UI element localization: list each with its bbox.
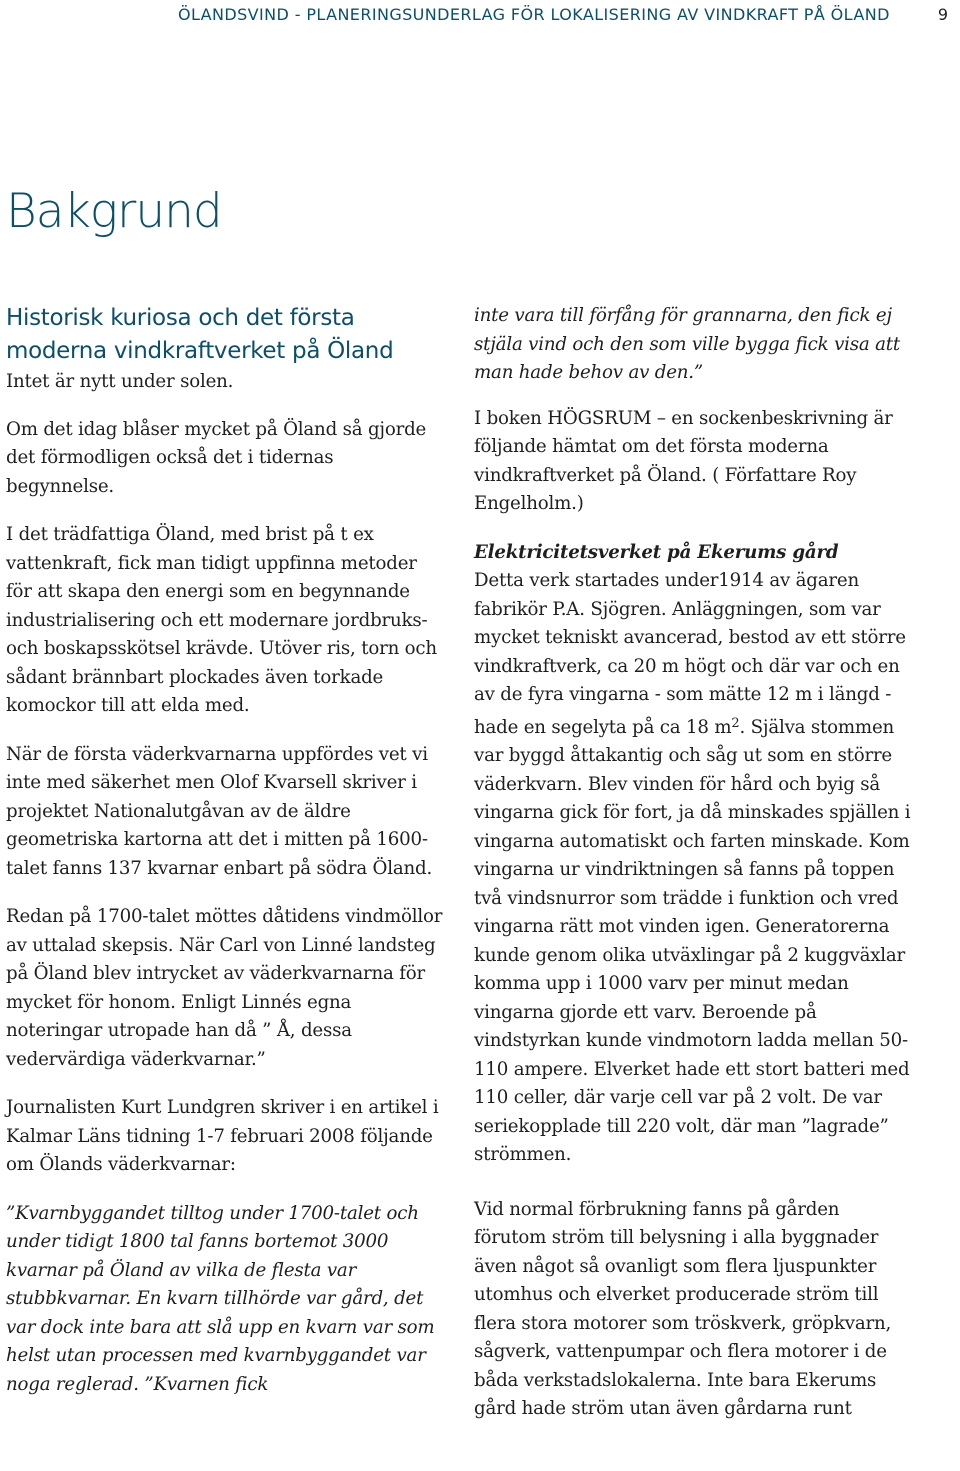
- paragraph: Intet är nytt under solen.: [6, 371, 234, 392]
- paragraph: Vid normal förbrukning fanns på gården förutom ström till belysning i alla byggnader även något så ovanligt som flera ljuspunkter utomhus och elverket producerade ström till flera stora motorer som tröskverk, gröpkvarn, sågverk, vattenpumpar och flera motorer i de båda verkstadslokalerna. Inte bara Ekerums gård hade ström utan även gårdarna runt: [474, 1198, 892, 1419]
- superscript: 2: [731, 715, 740, 731]
- page-number: 9: [937, 5, 948, 24]
- paragraph: Journalisten Kurt Lundgren skriver i en artikel i Kalmar Läns tidning 1-7 februari 2008 följande om Ölands väderkvarnar:: [6, 1097, 439, 1175]
- paragraph: I det trädfattiga Öland, med brist på t ex vattenkraft, fick man tidigt uppfinna metoder för att skapa den energi som en begynnande industrialisering och ett modernare jordbruks- och boskapsskötsel krävde. Utöver ris, torn och sådant brännbart plockades även torkade komockor till att elda med.: [6, 524, 437, 716]
- paragraph: I boken HÖGSRUM – en sockenbeskrivning är följande hämtat om det första moderna vindkraftverket på Öland. ( Författare Roy Engelholm.): [474, 407, 893, 514]
- running-header: ÖLANDSVIND - PLANERINGSUNDERLAG FÖR LOKALISERING AV VINDKRAFT PÅ ÖLAND: [178, 5, 890, 24]
- paragraph: Redan på 1700-talet möttes dåtidens vindmöllor av uttalad skepsis. När Carl von Linné landsteg på Öland blev intrycket av väderkvarnarna för mycket för honom. Enligt Linnés egna noteringar utropade han då ” Å, dessa vedervärdiga väderkvarnar.”: [6, 906, 443, 1070]
- quote-paragraph: ”Kvarnbyggandet tilltog under 1700-talet och under tidigt 1800 tal fanns bortemot 3000 kvarnar på Öland av vilka de flesta var stubbkvarnar. En kvarn tillhörde var gård, det var dock inte bara att slå upp en kvarn var som helst utan processen med kvarnbyggandet var noga reglerad. ”Kvarnen fick: [6, 1202, 435, 1395]
- quote-continuation: inte vara till förfång för grannarna, den fick ej stjäla vind och den som ville bygga fick visa att man hade behov av den.”: [474, 305, 900, 383]
- subheading: Historisk kuriosa och det första moderna vindkraftverket på Öland: [6, 305, 394, 364]
- body-text: . Själva stommen var byggd åttakantig och såg ut som en större väderkvarn. Blev vinden för hård och byig så vingarna gick för fort, ja då minskades spjällen i vingarna automatiskt och farten minskade. Kom vingarna ur vindriktningen så fanns på toppen två vindsnurror som trädde i funktion och vred vingarna rätt mot vinden igen. Generatorerna kunde genom olika utväxlingar på 2 kuggväxlar komma upp i 1000 varv per minut medan vingarna gjorde ett varv. Beroende på vindstyrkan kunde vindmotorn ladda mellan 50-110 ampere. Elverket hade ett stort batteri med 110 celler, där varje cell var på 2 volt. De var seriekopplade till 220 volt, där man ”lagrade” strömmen.: [474, 716, 911, 1165]
- section-title: Bakgrund: [6, 184, 222, 239]
- article-subtitle: Elektricitetsverket på Ekerums gård: [474, 541, 839, 563]
- left-column: [6, 302, 446, 1419]
- body-text: Detta verk startades under1914 av ägaren fabrikör P.A. Sjögren. Anläggningen, som var mycket tekniskt avancerad, bestod av ett större vindkraftverk, ca 20 m högt och där var och en av de fyra vingarna - som mätte 12 m i längd - hade en segelyta på ca 18 m: [474, 570, 906, 738]
- paragraph: Om det idag blåser mycket på Öland så gjorde det förmodligen också det i tidernas begynnelse.: [6, 418, 427, 497]
- right-column: [474, 302, 914, 1444]
- paragraph-with-title: [474, 539, 914, 1170]
- paragraph: När de första väderkvarnarna uppfördes vet vi inte med säkerhet men Olof Kvarsell skriver i projektet Nationalutgåvan av de äldre geometriska kartorna att det i mitten på 1600-talet fanns 137 kvarnar enbart på södra Öland.: [6, 743, 433, 879]
